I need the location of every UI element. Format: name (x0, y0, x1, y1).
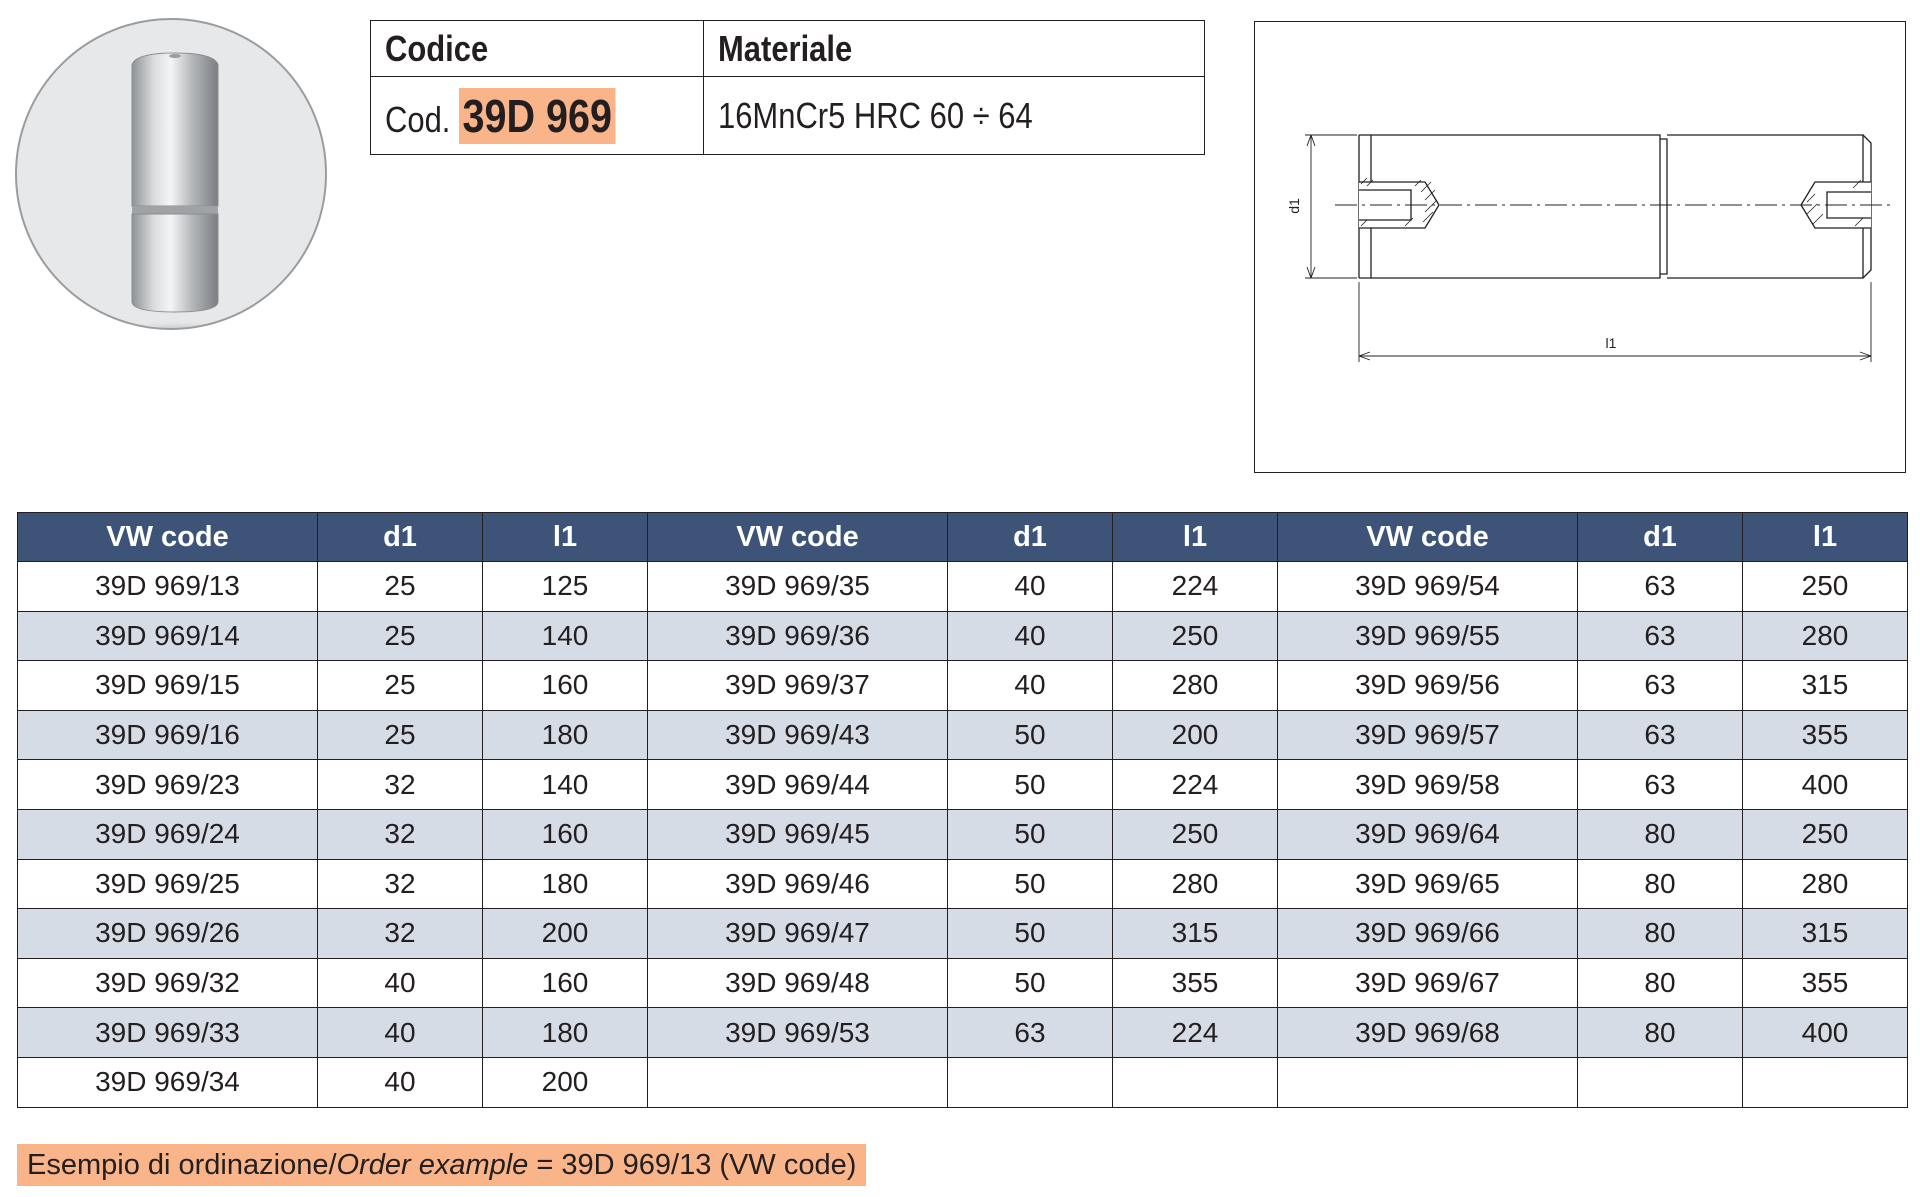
table-cell: 80 (1578, 958, 1743, 1008)
table-cell: 140 (483, 611, 648, 661)
table-row (18, 909, 1908, 959)
table-cell: 50 (948, 809, 1113, 859)
table-cell: 39D 969/57 (1278, 710, 1578, 760)
table-cell: 224 (1113, 760, 1278, 810)
table-row (18, 1008, 1908, 1058)
table-row (18, 859, 1908, 909)
table-cell: 39D 969/34 (18, 1057, 318, 1107)
table-cell: 25 (318, 562, 483, 612)
table-row (18, 1057, 1908, 1107)
table-cell: 63 (948, 1008, 1113, 1058)
table-cell: 315 (1743, 909, 1908, 959)
table-cell: 160 (483, 809, 648, 859)
table-cell: 125 (483, 562, 648, 612)
table-cell: 39D 969/58 (1278, 760, 1578, 810)
table-cell: 40 (948, 611, 1113, 661)
code-heading: Codice (385, 27, 489, 69)
table-cell: 32 (318, 859, 483, 909)
table-cell: 400 (1743, 760, 1908, 810)
table-cell: 39D 969/32 (18, 958, 318, 1008)
table-cell: 355 (1113, 958, 1278, 1008)
order-example-prefix: Esempio di ordinazione/ (27, 1149, 337, 1181)
code-value: 39D 969 (459, 88, 615, 144)
table-cell: 39D 969/56 (1278, 661, 1578, 711)
table-cell: 39D 969/45 (648, 809, 948, 859)
table-cell: 224 (1113, 1008, 1278, 1058)
table-cell: 63 (1578, 611, 1743, 661)
table-cell (1743, 1057, 1908, 1107)
table-cell: 40 (318, 1057, 483, 1107)
table-cell: 180 (483, 859, 648, 909)
table-row (18, 562, 1908, 612)
column-header: d1 (318, 513, 483, 562)
table-row (18, 661, 1908, 711)
table-cell: 315 (1743, 661, 1908, 711)
table-cell: 400 (1743, 1008, 1908, 1058)
table-cell: 39D 969/65 (1278, 859, 1578, 909)
table-row (18, 958, 1908, 1008)
table-cell: 250 (1743, 809, 1908, 859)
table-cell: 280 (1743, 859, 1908, 909)
table-cell: 40 (318, 1008, 483, 1058)
table-row (18, 710, 1908, 760)
table-cell: 39D 969/16 (18, 710, 318, 760)
column-header: VW code (1278, 513, 1578, 562)
table-cell: 50 (948, 760, 1113, 810)
table-cell: 39D 969/13 (18, 562, 318, 612)
table-cell: 39D 969/33 (18, 1008, 318, 1058)
table-cell: 39D 969/46 (648, 859, 948, 909)
vw-code-table (17, 512, 1908, 1108)
table-cell: 250 (1743, 562, 1908, 612)
table-cell: 40 (948, 661, 1113, 711)
table-cell: 32 (318, 809, 483, 859)
table-cell: 63 (1578, 661, 1743, 711)
table-cell: 39D 969/25 (18, 859, 318, 909)
table-cell: 315 (1113, 909, 1278, 959)
table-cell: 250 (1113, 809, 1278, 859)
table-cell: 39D 969/35 (648, 562, 948, 612)
table-cell (648, 1057, 948, 1107)
table-cell: 63 (1578, 760, 1743, 810)
column-header: d1 (948, 513, 1113, 562)
order-example-italic: Order example (336, 1149, 529, 1181)
product-photo (15, 18, 327, 330)
table-cell: 160 (483, 958, 648, 1008)
code-heading-cell (371, 21, 704, 77)
table-cell: 39D 969/64 (1278, 809, 1578, 859)
table-cell: 200 (1113, 710, 1278, 760)
table-cell: 32 (318, 760, 483, 810)
table-cell: 280 (1113, 661, 1278, 711)
table-cell: 39D 969/15 (18, 661, 318, 711)
table-cell: 50 (948, 859, 1113, 909)
table-cell: 40 (318, 958, 483, 1008)
column-header: d1 (1578, 513, 1743, 562)
table-cell (1278, 1057, 1578, 1107)
table-cell: 39D 969/23 (18, 760, 318, 810)
pin-section-drawing (1255, 22, 1907, 474)
table-header-row (18, 513, 1908, 562)
table-cell: 280 (1743, 611, 1908, 661)
table-cell: 32 (318, 909, 483, 959)
table-cell: 39D 969/47 (648, 909, 948, 959)
code-prefix: Cod. (385, 98, 451, 140)
column-header: l1 (483, 513, 648, 562)
table-cell: 39D 969/36 (648, 611, 948, 661)
d1-dimension-label: d1 (1286, 198, 1302, 214)
column-header: l1 (1743, 513, 1908, 562)
table-cell: 40 (948, 562, 1113, 612)
table-cell: 25 (318, 661, 483, 711)
table-cell: 39D 969/26 (18, 909, 318, 959)
column-header: l1 (1113, 513, 1278, 562)
table-cell: 39D 969/53 (648, 1008, 948, 1058)
material-heading: Materiale (718, 27, 853, 69)
table-cell: 39D 969/55 (1278, 611, 1578, 661)
table-cell: 200 (483, 1057, 648, 1107)
table-cell (1578, 1057, 1743, 1107)
table-cell: 63 (1578, 562, 1743, 612)
table-cell: 180 (483, 1008, 648, 1058)
table-cell: 39D 969/44 (648, 760, 948, 810)
guide-pin-image (17, 20, 327, 330)
table-cell: 50 (948, 909, 1113, 959)
table-cell: 200 (483, 909, 648, 959)
table-cell: 355 (1743, 958, 1908, 1008)
table-cell: 39D 969/54 (1278, 562, 1578, 612)
table-cell: 180 (483, 710, 648, 760)
table-cell: 355 (1743, 710, 1908, 760)
table-cell: 50 (948, 958, 1113, 1008)
table-cell: 80 (1578, 809, 1743, 859)
table-cell: 250 (1113, 611, 1278, 661)
column-header: VW code (648, 513, 948, 562)
material-value-cell (704, 77, 1205, 155)
column-header: VW code (18, 513, 318, 562)
table-cell: 80 (1578, 1008, 1743, 1058)
table-cell: 140 (483, 760, 648, 810)
table-row (18, 809, 1908, 859)
l1-dimension-label: l1 (1605, 335, 1617, 351)
material-heading-cell (704, 21, 1205, 77)
table-cell: 39D 969/14 (18, 611, 318, 661)
table-cell: 50 (948, 710, 1113, 760)
table-cell: 39D 969/24 (18, 809, 318, 859)
table-row (18, 760, 1908, 810)
table-cell (948, 1057, 1113, 1107)
table-row (18, 611, 1908, 661)
table-cell: 25 (318, 710, 483, 760)
code-material-table (370, 20, 1205, 155)
table-cell: 39D 969/43 (648, 710, 948, 760)
table-cell: 160 (483, 661, 648, 711)
material-value: 16MnCr5 HRC 60 ÷ 64 (718, 94, 1033, 136)
code-value-cell (371, 77, 704, 155)
table-cell: 63 (1578, 710, 1743, 760)
table-cell: 39D 969/66 (1278, 909, 1578, 959)
order-example (17, 1144, 866, 1186)
order-example-suffix: = 39D 969/13 (VW code) (528, 1149, 857, 1181)
table-cell (1113, 1057, 1278, 1107)
table-cell: 80 (1578, 859, 1743, 909)
table-cell: 39D 969/67 (1278, 958, 1578, 1008)
table-cell: 39D 969/48 (648, 958, 948, 1008)
table-cell: 224 (1113, 562, 1278, 612)
table-cell: 25 (318, 611, 483, 661)
table-cell: 39D 969/37 (648, 661, 948, 711)
technical-drawing (1254, 21, 1906, 473)
table-cell: 39D 969/68 (1278, 1008, 1578, 1058)
table-cell: 80 (1578, 909, 1743, 959)
table-cell: 280 (1113, 859, 1278, 909)
